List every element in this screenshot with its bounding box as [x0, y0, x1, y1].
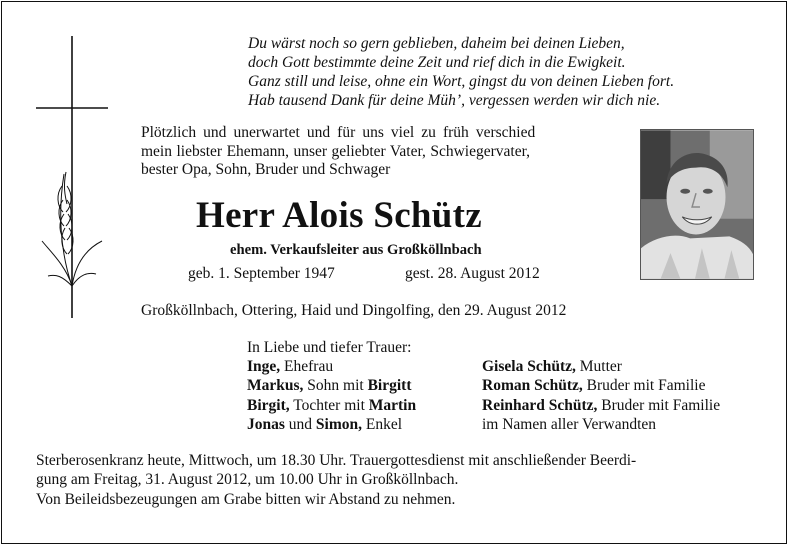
footer-line: Sterberosenkranz heute, Mittwoch, um 18.30 Uhr. Trauergottesdienst mit anschließender Beerdi- [36, 452, 637, 469]
intro-line: mein liebster Ehemann, unser geliebter Vater, Schwiegervater, [141, 142, 530, 160]
footer-line: gung am Freitag, 31. August 2012, um 10.00 Uhr in Großköllnbach. [36, 470, 459, 488]
death-date: gest. 28. August 2012 [405, 265, 540, 282]
place-and-date: Großköllnbach, Ottering, Haid und Dingolfing, den 29. August 2012 [141, 302, 567, 319]
poem-line: Ganz still und leise, ohne ein Wort, gingst du von deinen Lieben fort. [248, 73, 675, 90]
mourner-entry: Roman Schütz, Bruder mit Familie [482, 377, 706, 395]
mourners-left-column [247, 357, 416, 434]
poem-line: Hab tausend Dank für deine Müh’, vergessen werden wir dich nie. [248, 92, 661, 109]
intro-line: Plötzlich und unerwartet und für uns viel zu früh verschied [141, 124, 536, 141]
poem [248, 34, 768, 110]
intro-line: bester Opa, Sohn, Bruder und Schwager [141, 161, 391, 179]
poem-line: Du wärst noch so gern geblieben, daheim bei deinen Lieben, [248, 35, 625, 52]
mourner-entry: Inge, Ehefrau [247, 358, 334, 375]
service-info [36, 452, 754, 510]
poem-line: doch Gott bestimmte deine Zeit und rief dich in die Ewigkeit. [248, 54, 626, 71]
mourner-entry: im Namen aller Verwandten [482, 415, 657, 433]
mourner-entry: Reinhard Schütz, Bruder mit Familie [482, 396, 721, 414]
mourning-intro: In Liebe und tiefer Trauer: [247, 339, 412, 356]
birth-date: geb. 1. September 1947 [188, 265, 335, 282]
mourner-entry: Birgit, Tochter mit Martin [247, 396, 417, 414]
deceased-occupation: ehem. Verkaufsleiter aus Großköllnbach [230, 242, 482, 258]
mourners-right-column [482, 357, 720, 434]
mourner-entry: Markus, Sohn mit Birgitt [247, 377, 412, 395]
cross-wheat-icon [36, 36, 108, 318]
intro-text [141, 124, 609, 180]
mourner-entry: Gisela Schütz, Mutter [482, 358, 622, 375]
mourner-entry: Jonas und Simon, Enkel [247, 415, 403, 433]
footer-line: Von Beileidsbezeugungen am Grabe bitten wir Abstand zu nehmen. [36, 491, 456, 509]
deceased-name: Herr Alois Schütz [196, 195, 483, 236]
portrait-photo [640, 129, 754, 280]
